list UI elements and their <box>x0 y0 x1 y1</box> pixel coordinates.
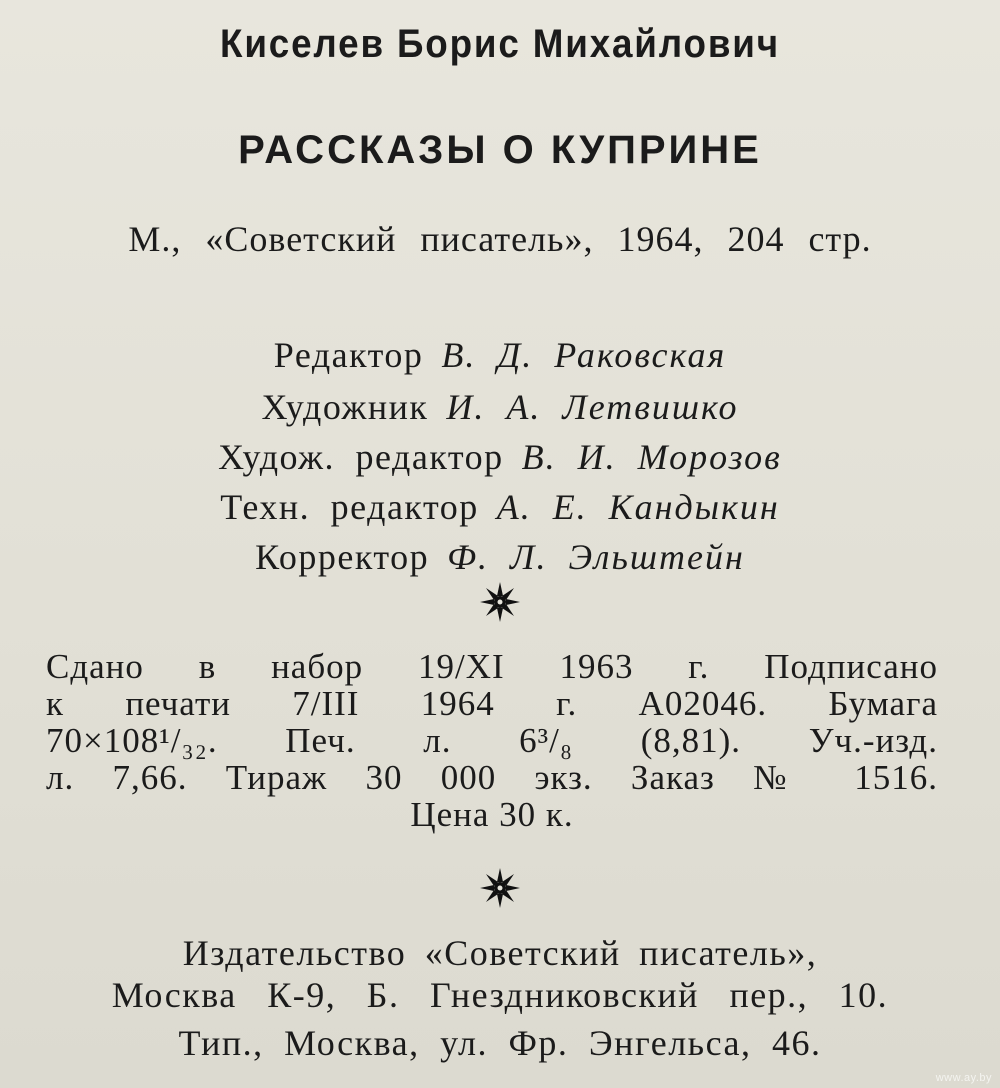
credit-art-editor <box>0 436 1000 478</box>
publication-line: к печати 7/III 1964 г. А02046. Бумага <box>46 684 938 723</box>
publication-details <box>46 648 938 833</box>
credit-role: Худож. редактор <box>218 437 504 477</box>
publisher-name: Издательство «Советский писатель», <box>182 933 818 973</box>
price-line: Цена 30 к. <box>410 795 574 834</box>
credit-person: В. Д. Раковская <box>441 335 727 375</box>
credit-person: А. Е. Кандыкин <box>496 487 780 527</box>
book-title: РАССКАЗЫ О КУПРИНЕ <box>238 128 762 172</box>
author-name: Киселев Борис Михайлович <box>220 22 780 66</box>
imprint-line: М., «Советский писатель», 1964, 204 стр. <box>128 219 872 259</box>
credit-proofreader <box>0 536 1000 578</box>
credit-person: И. А. Летвишко <box>446 387 739 427</box>
printing-house-address: Тип., Москва, ул. Фр. Энгельса, 46. <box>178 1023 822 1063</box>
credit-artist <box>0 386 1000 428</box>
credit-role: Редактор <box>273 335 424 375</box>
credit-editor <box>0 334 1000 376</box>
credit-role: Корректор <box>255 537 430 577</box>
publication-line: л. 7,66. Тираж 30 000 экз. Заказ № 1516. <box>46 758 938 797</box>
publisher-address: Москва К-9, Б. Гнездниковский пер., 10. <box>111 975 889 1015</box>
credit-role: Художник <box>261 387 429 427</box>
publication-line: 70×108¹/₃₂. Печ. л. 6³/₈ (8,81). Уч.-изд. <box>46 721 938 760</box>
publication-line: Сдано в набор 19/XI 1963 г. Подписано <box>46 647 938 686</box>
credit-person: Ф. Л. Эльштейн <box>447 537 745 577</box>
ornament-star-icon <box>478 580 522 624</box>
credit-role: Техн. редактор <box>220 487 479 527</box>
credit-tech-editor <box>0 486 1000 528</box>
credit-person: В. И. Морозов <box>521 437 782 477</box>
site-watermark: www.ay.by <box>935 1072 992 1084</box>
ornament-star-icon <box>478 866 522 910</box>
